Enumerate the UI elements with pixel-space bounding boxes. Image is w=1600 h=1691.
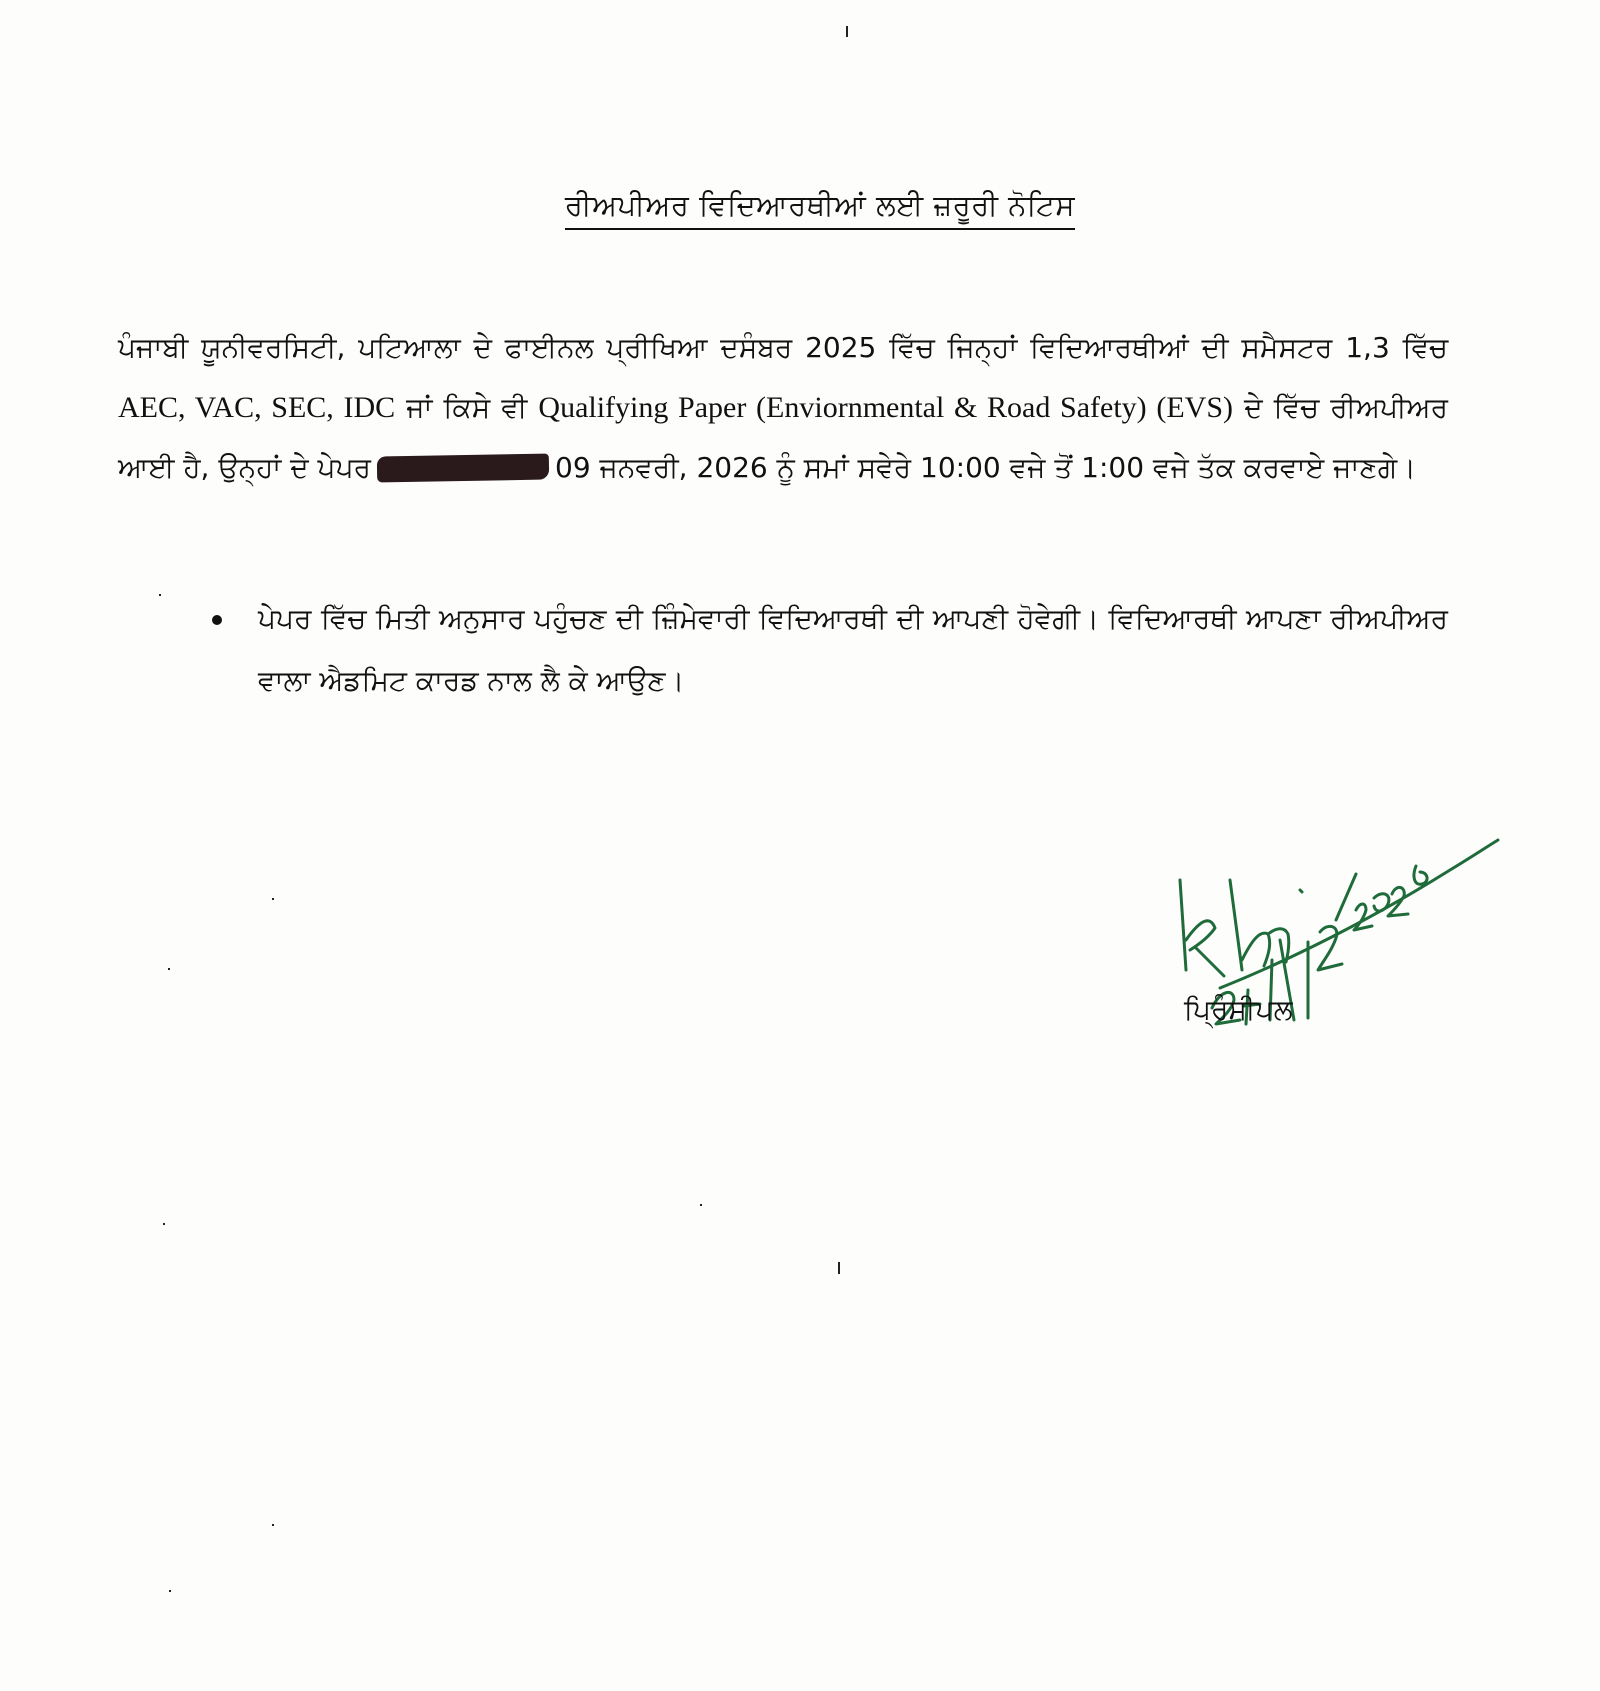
list-item	[200, 588, 1448, 712]
page-speck	[168, 968, 170, 970]
page-speck	[169, 1590, 171, 1592]
notice-paragraph	[118, 318, 1448, 498]
page-mark-top	[846, 26, 848, 37]
page-speck	[163, 1223, 165, 1225]
paragraph-qualifying-paper: Qualifying Paper (Enviornmental & Road Safety) (EVS)	[538, 391, 1233, 424]
paragraph-subjects: AEC, VAC, SEC, IDC	[118, 391, 396, 424]
bullet-text: ਪੇਪਰ ਵਿੱਚ ਮਿਤੀ ਅਨੁਸਾਰ ਪਹੁੰਚਣ ਦੀ ਜ਼ਿੰਮੇਵਾਰੀ ਵਿਦਿਆਰਥੀ ਦੀ ਆਪਣੀ ਹੋਵੇਗੀ। ਵਿਦਿਆਰਥੀ ਆਪਣਾ ਰੀਅਪੀਅਰ ਵਾਲਾ ਐਡਮਿਟ ਕਾਰਡ ਨਾਲ ਲੈ ਕੇ ਆਉਣ।	[258, 602, 1448, 697]
paragraph-part-2: ਜਾਂ ਕਿਸੇ ਵੀ	[395, 391, 539, 424]
paragraph-part-1: ਪੰਜਾਬੀ ਯੂਨੀਵਰਸਿਟੀ, ਪਟਿਆਲਾ ਦੇ ਫਾਈਨਲ ਪ੍ਰੀਖਿਆ ਦਸੰਬਰ 2025 ਵਿੱਚ ਜਿਨ੍ਹਾਂ ਵਿਦਿਆਰਥੀਆਂ ਦੀ ਸਮੈਸਟਰ 1,3 ਵਿੱਚ	[118, 331, 1448, 364]
page-speck	[159, 594, 161, 596]
page-mark-bottom	[838, 1262, 840, 1274]
bullet-icon	[212, 615, 222, 625]
page-speck	[272, 898, 274, 900]
paragraph-part-3: ਦੇ ਵਿੱਚ ਰੀਅਪੀਅਰ ਆਈ ਹੈ, ਉਨ੍ਹਾਂ ਦੇ ਪੇਪਰ	[118, 391, 1448, 484]
paragraph-part-4: 09 ਜਨਵਰੀ, 2026 ਨੂੰ ਸਮਾਂ ਸਵੇਰੇ 10:00 ਵਜੇ ਤੋਂ 1:00 ਵਜੇ ਤੱਕ ਕਰਵਾਏ ਜਾਣਗੇ।	[555, 451, 1416, 484]
notice-title: ਰੀਅਪੀਅਰ ਵਿਦਿਆਰਥੀਆਂ ਲਈ ਜ਼ਰੂਰੀ ਨੋਟਿਸ	[565, 188, 1075, 230]
signature-stroke	[1220, 840, 1498, 988]
instructions-list	[200, 588, 1448, 712]
redacted-text-mark	[377, 454, 549, 483]
notice-title-wrapper	[0, 188, 1600, 223]
page-speck	[272, 1524, 274, 1526]
principal-label: ਪ੍ਰਿੰਸੀਪਲ	[1184, 993, 1293, 1026]
page-speck	[700, 1204, 702, 1206]
